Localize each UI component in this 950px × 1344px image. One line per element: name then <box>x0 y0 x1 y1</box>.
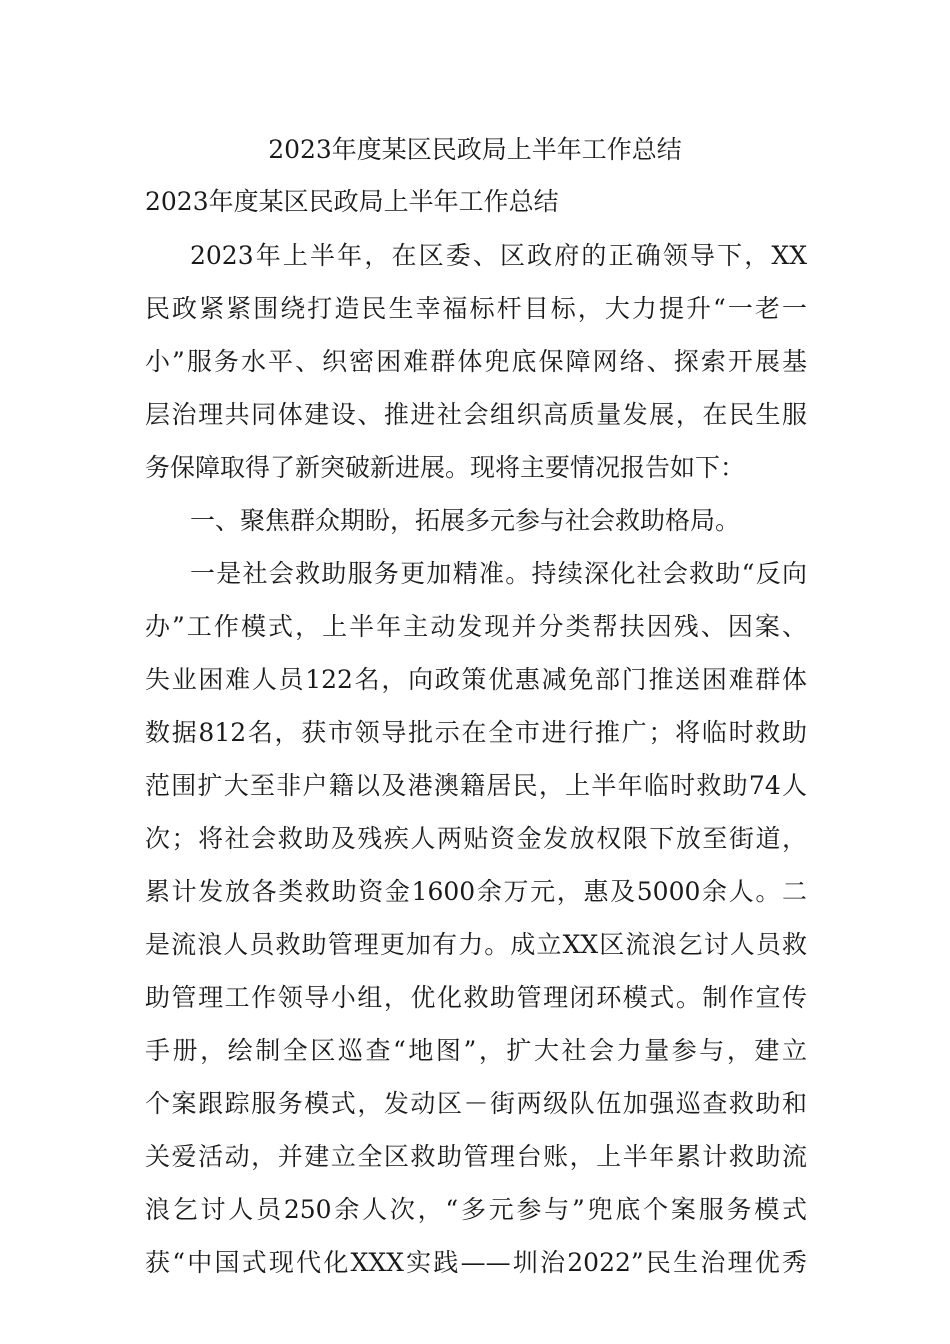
paragraph-line: 获“中国式现代化XXX实践——圳治2022”民生治理优秀 <box>145 1248 807 1277</box>
paragraph-line: 关爱活动，并建立全区救助管理台账，上半年累计救助流 <box>145 1142 807 1171</box>
section-heading: 一、聚焦群众期盼，拓展多元参与社会救助格局。 <box>190 506 741 535</box>
paragraph-line: 浪乞讨人员250余人次，“多元参与”兜底个案服务模式 <box>145 1195 807 1224</box>
document-subtitle: 2023年度某区民政局上半年工作总结 <box>145 187 559 216</box>
paragraph-line: 次；将社会救助及残疾人两贴资金发放权限下放至街道， <box>145 824 807 853</box>
paragraph-line: 层治理共同体建设、推进社会组织高质量发展，在民生服 <box>145 400 807 429</box>
paragraph-line: 范围扩大至非户籍以及港澳籍居民，上半年临时救助74人 <box>145 771 807 800</box>
paragraph-line: 务保障取得了新突破新进展。现将主要情况报告如下： <box>145 453 746 482</box>
paragraph-line: 失业困难人员122名，向政策优惠减免部门推送困难群体 <box>145 665 807 694</box>
paragraph-line: 一是社会救助服务更加精准。持续深化社会救助“反向 <box>190 559 807 588</box>
paragraph-line: 2023年上半年，在区委、区政府的正确领导下，XX <box>190 241 807 270</box>
paragraph-line: 是流浪人员救助管理更加有力。成立XX区流浪乞讨人员救 <box>145 930 807 959</box>
paragraph-line: 办”工作模式，上半年主动发现并分类帮扶因残、因案、 <box>145 612 807 641</box>
paragraph-line: 累计发放各类救助资金1600余万元，惠及5000余人。二 <box>145 877 807 906</box>
paragraph-line: 数据812名，获市领导批示在全市进行推广；将临时救助 <box>145 718 807 747</box>
paragraph-line: 民政紧紧围绕打造民生幸福标杆目标，大力提升“一老一 <box>145 294 807 323</box>
paragraph-line: 手册，绘制全区巡查“地图”，扩大社会力量参与，建立 <box>145 1036 807 1065</box>
paragraph-line: 个案跟踪服务模式，发动区－街两级队伍加强巡查救助和 <box>145 1089 807 1118</box>
document-title: 2023年度某区民政局上半年工作总结 <box>268 135 682 164</box>
paragraph-line: 小”服务水平、织密困难群体兜底保障网络、探索开展基 <box>145 347 807 376</box>
paragraph-line: 助管理工作领导小组，优化救助管理闭环模式。制作宣传 <box>145 983 807 1012</box>
